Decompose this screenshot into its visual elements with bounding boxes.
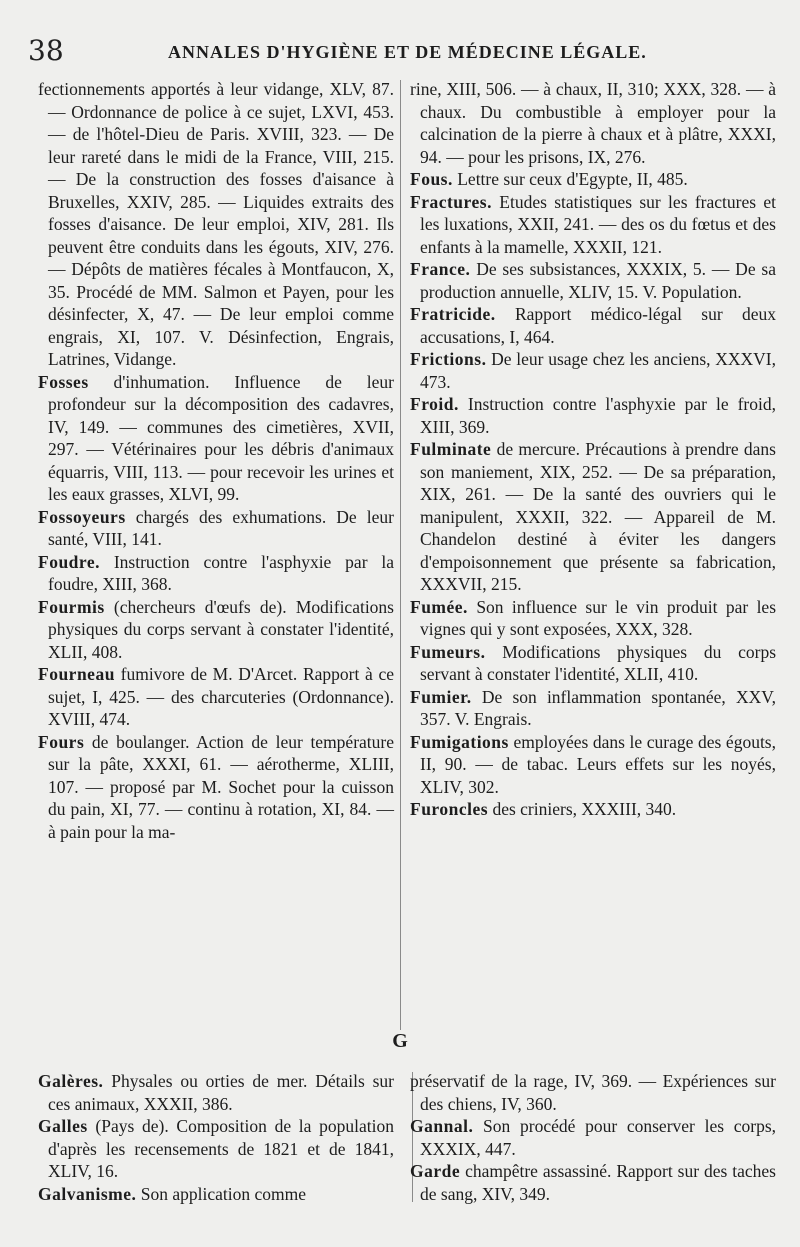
index-term: Furoncles xyxy=(410,799,489,819)
index-text: champêtre assassiné. Rapport sur des taches de sang, XIV, 349. xyxy=(420,1161,776,1204)
index-term: Garde xyxy=(410,1161,461,1181)
index-entry xyxy=(410,191,776,259)
index-term: Fumée. xyxy=(410,596,468,617)
index-term: Galères. xyxy=(38,1071,104,1091)
index-entry xyxy=(410,1115,776,1160)
index-entry xyxy=(410,303,776,348)
index-entry xyxy=(38,731,394,844)
index-text: fumivore de M. D'Arcet. Rapport à ce sujet, I, 425. — des charcuteries (Ordonnance). XVIII, 474. xyxy=(48,664,395,729)
index-text: Son application comme xyxy=(140,1183,306,1204)
index-entry xyxy=(410,731,776,799)
index-term: France. xyxy=(410,259,471,279)
index-text: De son inflammation spontanée, XXV, 357. V. Engrais. xyxy=(420,686,776,729)
index-entry xyxy=(410,393,776,438)
index-text: Son influence sur le vin produit par les vignes qui y sont exposées, XXX, 328. xyxy=(420,596,777,639)
index-text: De ses subsistances, XXXIX, 5. — De sa production annuelle, XLIV, 15. V. Population. xyxy=(420,259,776,302)
index-entry xyxy=(410,438,776,596)
index-term: Galvanisme. xyxy=(38,1183,137,1204)
index-term: Fous. xyxy=(410,169,453,189)
index-text: (chercheurs d'œufs de). Modifications physiques du corps servant à constater l'identité, XLII, 408. xyxy=(48,596,394,662)
page-number: 38 xyxy=(28,34,64,67)
left-column xyxy=(38,78,394,843)
index-text: de mercure. Précautions à prendre dans son maniement, XIX, 252. — De sa préparation, XIX, 261. — De la santé des ouvriers qui le manipulent, XXXII, 322. — Appareil de M. Chandelon destiné à éviter les dangers d'empoisonnement que présente sa fabrication, XXXVII, 215. xyxy=(420,439,776,594)
index-text: de boulanger. Action de leur température sur la pâte, XXXI, 61. — aérotherme, XLIII, 107. — proposé par M. Sochet pour la cuisson du pain, XI, 77. — continu à rotation, XI, 84. — à pain pour la ma- xyxy=(48,731,394,842)
index-text: Etudes statistiques sur les fractures et les luxations, XXII, 241. — des os du fœtus et des enfants à la mamelle, XXXII, 121. xyxy=(420,191,776,257)
index-text: Instruction contre l'asphyxie par le froid, XIII, 369. xyxy=(420,394,776,437)
index-text: chargés des exhumations. De leur santé, VIII, 141. xyxy=(48,506,395,549)
index-text: préservatif de la rage, IV, 369. — Expériences sur des chiens, IV, 360. xyxy=(410,1071,776,1114)
index-entry xyxy=(410,596,776,641)
index-term: Fourmis xyxy=(38,596,105,617)
left-column-g xyxy=(38,1070,394,1205)
column-divider xyxy=(400,80,401,1030)
index-text: fectionnements apportés à leur vidange, XLV, 87. — Ordonnance de police à ce sujet, LXVI, 453. — de l'hôtel-Dieu de Paris. XVIII, 323. — De leur rareté dans le midi de la France, VIII, 215. — De la construction des fosses d'aisance à Bruxelles, XXIV, 285. — Liquides extraits des fosses d'aisance. De leur emploi, XIV, 281. Ils peuvent être conduits dans les égouts, XIV, 276. — Dépôts de matières fécales à Montfaucon, X, 35. Procédé de MM. Salmon et Payen, pour les désinfecter, X, 47. — De leur emploi comme engrais, XI, 107. V. Désinfection, Engrais, Latrines, Vidange. xyxy=(38,79,394,369)
index-term: Fours xyxy=(38,731,85,752)
index-term: Fumeurs. xyxy=(410,641,486,662)
index-entry xyxy=(410,798,776,821)
index-term: Fulminate xyxy=(410,439,492,459)
right-column-g xyxy=(410,1070,776,1205)
index-term: Fratricide. xyxy=(410,304,496,324)
index-entry xyxy=(38,663,394,731)
index-term: Gannal. xyxy=(410,1116,474,1136)
index-text: d'inhumation. Influence de leur profondeur sur la décomposition des cadavres, IV, 149. — communes des cimetières, XVII, 297. — Vétérinaires pour les débris d'animaux équarris, VIII, 113. — pour recevoir les urines et les eaux grasses, XLVI, 99. xyxy=(48,371,394,504)
index-entry xyxy=(410,1070,776,1115)
index-term: Fossoyeurs xyxy=(38,506,126,527)
index-text: Modifications physiques du corps servant à constater l'identité, XLII, 410. xyxy=(420,641,777,684)
right-column xyxy=(410,78,776,821)
index-text: Physales ou orties de mer. Détails sur ces animaux, XXXII, 386. xyxy=(48,1071,394,1114)
running-title: ANNALES D'HYGIÈNE ET DE MÉDECINE LÉGALE. xyxy=(168,42,647,62)
index-text: Lettre sur ceux d'Egypte, II, 485. xyxy=(457,169,688,189)
index-entry xyxy=(410,168,776,191)
index-text: des criniers, XXXIII, 340. xyxy=(492,799,677,819)
index-entry xyxy=(38,371,394,506)
index-text: rine, XIII, 506. — à chaux, II, 310; XXX, 328. — à chaux. Du combustible à employer pour la calcination de la pierre à chaux et à plâtre, XXXI, 94. — pour les prisons, IX, 276. xyxy=(410,79,776,167)
index-text: (Pays de). Composition de la population d'après les recensements de 1821 et de 1841, XLIV, 16. xyxy=(48,1116,394,1181)
index-text: Instruction contre l'asphyxie par la foudre, XIII, 368. xyxy=(48,551,394,594)
index-term: Fractures. xyxy=(410,191,492,212)
index-entry xyxy=(410,1160,776,1205)
index-term: Fumigations xyxy=(410,731,509,752)
index-term: Fosses xyxy=(38,371,89,392)
index-term: Frictions. xyxy=(410,349,487,369)
index-entry xyxy=(38,551,394,596)
index-entry xyxy=(410,348,776,393)
index-entry xyxy=(38,506,394,551)
index-entry xyxy=(38,78,394,371)
index-entry xyxy=(38,1115,394,1183)
index-term: Fumier. xyxy=(410,686,472,707)
index-text: employées dans le curage des égouts, II, 90. — de tabac. Leurs effets sur les noyés, XLIV, 302. xyxy=(420,731,776,797)
index-entry xyxy=(410,641,776,686)
index-entry xyxy=(38,1070,394,1115)
index-text: Rapport médico-légal sur deux accusations, I, 464. xyxy=(420,304,776,347)
index-text: De leur usage chez les anciens, XXXVI, 473. xyxy=(420,349,776,392)
index-term: Froid. xyxy=(410,394,459,414)
page-header xyxy=(28,34,776,74)
index-entry xyxy=(38,1183,394,1206)
index-entry xyxy=(410,78,776,168)
index-term: Fourneau xyxy=(38,664,115,684)
section-letter: G xyxy=(392,1030,408,1052)
index-entry xyxy=(410,686,776,731)
index-term: Galles xyxy=(38,1116,88,1136)
index-text: Son procédé pour conserver les corps, XXXIX, 447. xyxy=(420,1116,777,1159)
index-entry xyxy=(38,596,394,664)
index-entry xyxy=(410,258,776,303)
index-term: Foudre. xyxy=(38,551,100,572)
